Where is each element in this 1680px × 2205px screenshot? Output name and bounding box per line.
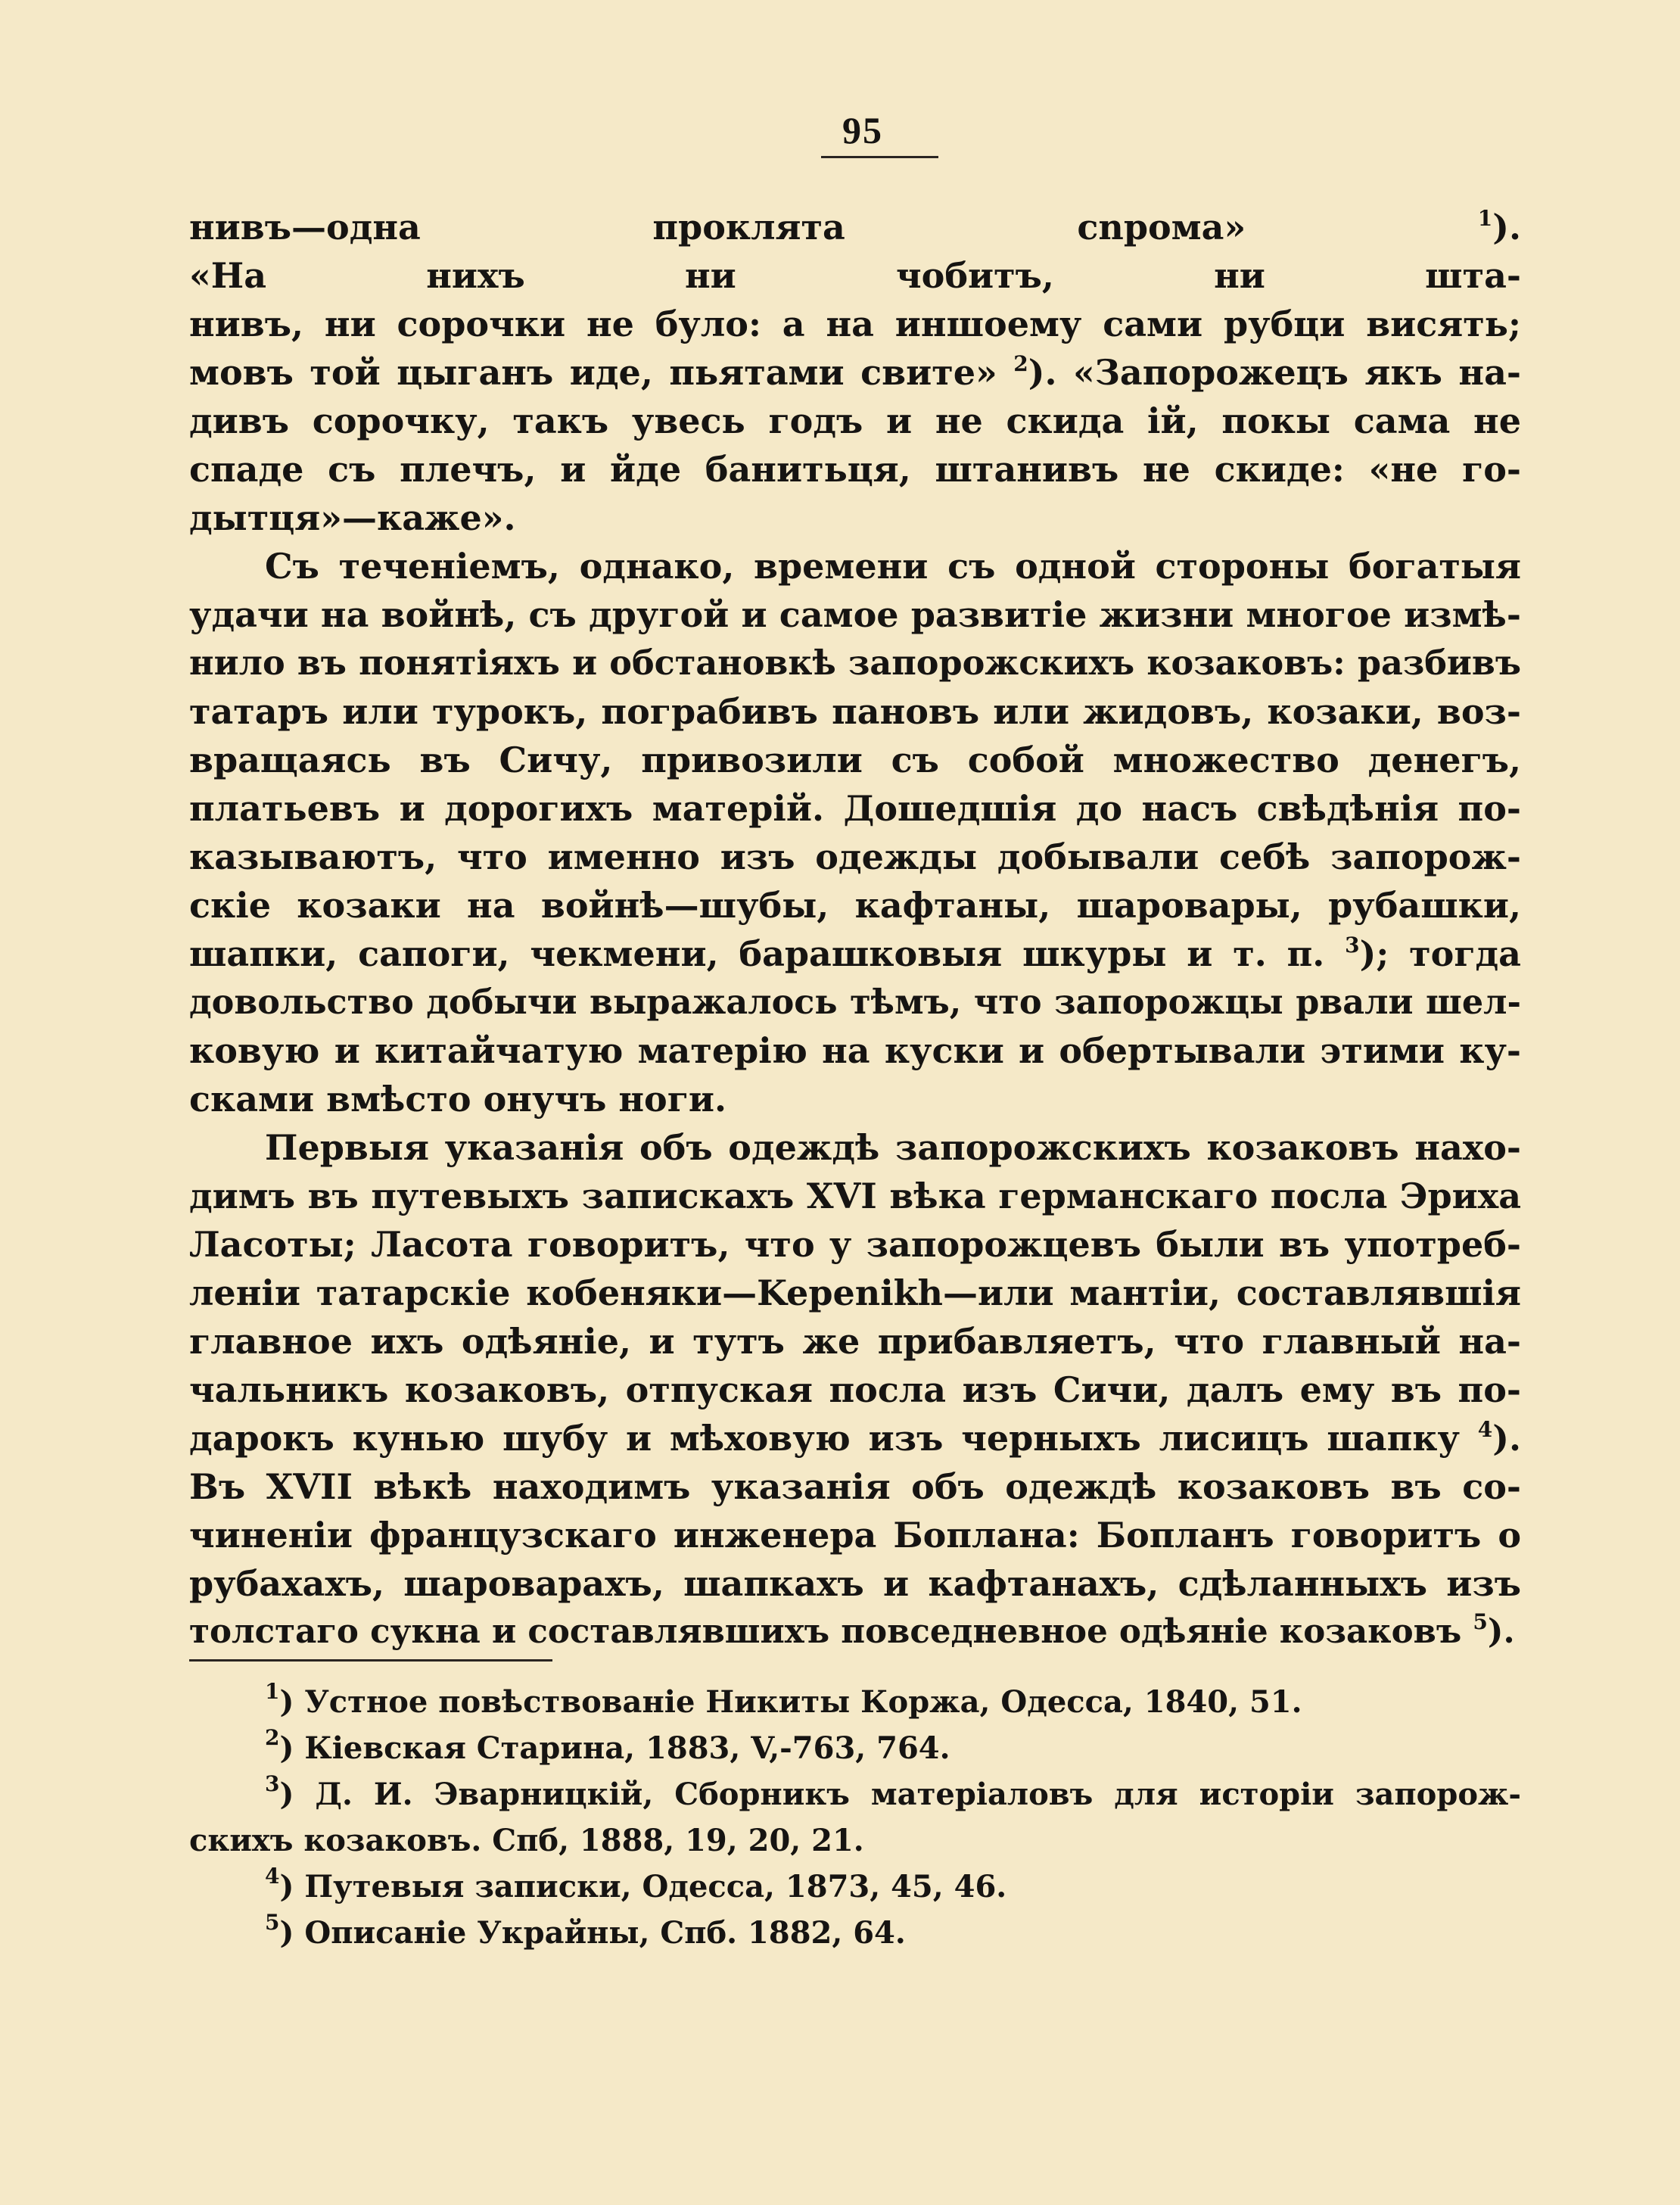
text-line xyxy=(189,1220,1521,1269)
text-line xyxy=(189,300,1521,348)
footnote-mark: 3 xyxy=(265,1771,280,1796)
line-text: мовъ той цыганъ иде, пьятами свите» xyxy=(189,352,997,393)
text-line xyxy=(189,784,1521,833)
text-line xyxy=(189,1608,1521,1656)
footnote-line: $^3$) Д. И. Эварницкій, Сборникъ матеріаловъ для исторіи запорож- xyxy=(265,1771,1521,1812)
footnote-line: $^2$) Кіевская Старина, 1883, V,-763, 764. xyxy=(265,1725,950,1766)
line-text: дивъ сорочку, такъ увесь годъ и не скида ій, покы сама не xyxy=(189,400,1521,441)
line-text: шапки, сапоги, чекмени, барашковыя шкуры и т. п. xyxy=(189,933,1325,974)
text-line xyxy=(189,1414,1521,1462)
footnote xyxy=(189,1864,1521,1910)
text-line xyxy=(189,687,1521,736)
text-line xyxy=(189,1462,1521,1511)
footnote-ref: 4 xyxy=(1477,1417,1493,1442)
line-tail: ). «Запорожецъ якъ на- xyxy=(1028,352,1521,393)
line-tail: ). xyxy=(1492,1418,1521,1459)
line-text: «На нихъ ни чобитъ, ни шта- xyxy=(189,255,1521,296)
footnote xyxy=(189,1771,1521,1864)
line-text: казываютъ, что именно изъ одежды добывали себѣ запорож- xyxy=(189,836,1521,877)
text-line xyxy=(189,1075,1521,1123)
paragraph xyxy=(189,542,1521,1123)
footnote-text: Устное повѣствованіе Никиты Коржа, Одесса, 1840, 51. xyxy=(304,1684,1302,1720)
text-line xyxy=(189,1366,1521,1414)
footnote-mark: 5 xyxy=(265,1910,280,1935)
page-number: 95 xyxy=(842,109,883,151)
text-line xyxy=(189,881,1521,930)
text-line xyxy=(189,1123,1521,1172)
line-text: нивъ, ни сорочки не було: а на иншоему сами рубци висять; xyxy=(189,304,1521,344)
text-line xyxy=(189,833,1521,881)
line-text: дытця»—каже». xyxy=(189,497,516,538)
line-text: ковую и китайчатую матерію на куски и обертывали этими ку- xyxy=(189,1030,1521,1071)
footnote-ref: 5 xyxy=(1473,1609,1488,1634)
footnotes xyxy=(189,1679,1521,1956)
footnote-text: Д. И. Эварницкій, Сборникъ матеріаловъ для исторіи запорож- xyxy=(315,1777,1521,1812)
text-line xyxy=(189,1269,1521,1317)
text-line xyxy=(189,1317,1521,1366)
line-tail: ). xyxy=(1492,207,1521,248)
line-tail: ). xyxy=(1487,1612,1515,1651)
footnote-line: $^4$) Путевыя записки, Одесса, 1873, 45, 46. xyxy=(265,1864,1007,1904)
text-line xyxy=(189,639,1521,687)
text-line xyxy=(189,542,1521,590)
text-line xyxy=(189,348,1521,397)
line-text: дарокъ кунью шубу и мѣховую изъ черныхъ лисицъ шапку xyxy=(189,1418,1460,1459)
text-line xyxy=(189,1559,1521,1608)
footnote xyxy=(189,1679,1521,1725)
line-text: сками вмѣсто онучъ ноги. xyxy=(189,1079,727,1120)
text-line xyxy=(189,590,1521,639)
footnote-separator xyxy=(189,1659,552,1662)
line-tail: ); тогда xyxy=(1359,933,1521,974)
text-line xyxy=(189,494,1521,542)
line-text: платьевъ и дорогихъ матерій. Дошедшія до насъ свѣдѣнія по- xyxy=(189,788,1521,829)
line-text: леніи татарскіе кобеняки—Kepenikh—или мантіи, составлявшія xyxy=(189,1272,1521,1313)
text-line xyxy=(189,251,1521,300)
line-text: удачи на войнѣ, съ другой и самое развитіе жизни многое измѣ- xyxy=(189,594,1521,635)
line-text: толстаго сукна и составлявшихъ повседневное одѣяніе козаковъ xyxy=(189,1612,1462,1651)
line-text: довольство добычи выражалось тѣмъ, что запорожцы рвали шел- xyxy=(189,983,1521,1022)
text-line xyxy=(189,397,1521,445)
line-text: татаръ или турокъ, пограбивъ пановъ или жидовъ, козаки, воз- xyxy=(189,691,1521,732)
footnote xyxy=(189,1910,1521,1956)
line-text: Первыя указанія объ одеждѣ запорожскихъ козаковъ нахо- xyxy=(265,1127,1521,1168)
footnote-ref: 2 xyxy=(1013,351,1028,376)
line-text: чальникъ козаковъ, отпуская посла изъ Сичи, далъ ему въ по- xyxy=(189,1369,1521,1410)
text-line xyxy=(189,1511,1521,1559)
footnote-line: $^5$) Описаніе Украйны, Спб. 1882, 64. xyxy=(265,1910,906,1951)
line-text: Въ XVII вѣкѣ находимъ указанія объ одеждѣ козаковъ въ со- xyxy=(189,1466,1521,1507)
text-line xyxy=(189,1026,1521,1075)
line-text: спаде съ плечъ, и йде банитьця, штанивъ не скиде: «не го- xyxy=(189,449,1521,490)
footnote-mark: 4 xyxy=(265,1864,280,1889)
line-text: вращаясь въ Сичу, привозили съ собой множество денегъ, xyxy=(189,740,1521,780)
text-line xyxy=(189,203,1521,251)
footnote-line xyxy=(189,1817,1521,1864)
text-line xyxy=(189,445,1521,494)
line-text: нивъ—одна проклята сnpoма» xyxy=(189,207,1246,248)
footnote-text: скихъ козаковъ. Спб, 1888, 19, 20, 21. xyxy=(189,1823,864,1858)
line-text: рубахахъ, шароварахъ, шапкахъ и кафтанахъ, сдѣланныхъ изъ xyxy=(189,1563,1521,1604)
footnote-text: Кіевская Старина, 1883, V,-763, 764. xyxy=(304,1730,950,1766)
text-line xyxy=(189,1172,1521,1220)
line-text: Ласоты; Ласота говоритъ, что у запорожцевъ были въ употреб- xyxy=(189,1224,1521,1265)
line-text: чиненіи французскаго инженера Боплана: Бопланъ говоритъ о xyxy=(189,1515,1521,1556)
footnote-mark: 1 xyxy=(265,1679,280,1704)
footnote-ref: 1 xyxy=(1477,206,1493,231)
footnote xyxy=(189,1725,1521,1771)
footnote-ref: 3 xyxy=(1345,933,1360,958)
text-line xyxy=(189,978,1521,1026)
line-text: Съ теченіемъ, однако, времени съ одной стороны богатыя xyxy=(265,546,1521,587)
main-text xyxy=(189,203,1521,1656)
line-text: димъ въ путевыхъ запискахъ XVI вѣка германскаго посла Эриха xyxy=(189,1176,1521,1216)
paragraph xyxy=(189,203,1521,542)
footnote-line: $^1$) Устное повѣствованіе Никиты Коржа, Одесса, 1840, 51. xyxy=(265,1679,1302,1720)
text-line xyxy=(189,736,1521,784)
footnote-text: Путевыя записки, Одесса, 1873, 45, 46. xyxy=(304,1869,1007,1904)
page-number-rule xyxy=(821,156,938,158)
footnote-text: Описаніе Украйны, Спб. 1882, 64. xyxy=(304,1915,906,1951)
text-line xyxy=(189,930,1521,978)
footnote-mark: 2 xyxy=(265,1725,280,1750)
paragraph xyxy=(189,1123,1521,1656)
line-text: скіе козаки на войнѣ—шубы, кафтаны, шаровары, рубашки, xyxy=(189,885,1521,926)
line-text: нило въ понятіяхъ и обстановкѣ запорожскихъ козаковъ: разбивъ xyxy=(189,643,1521,683)
line-text: главное ихъ одѣяніе, и тутъ же прибавляетъ, что главный на- xyxy=(189,1321,1521,1362)
